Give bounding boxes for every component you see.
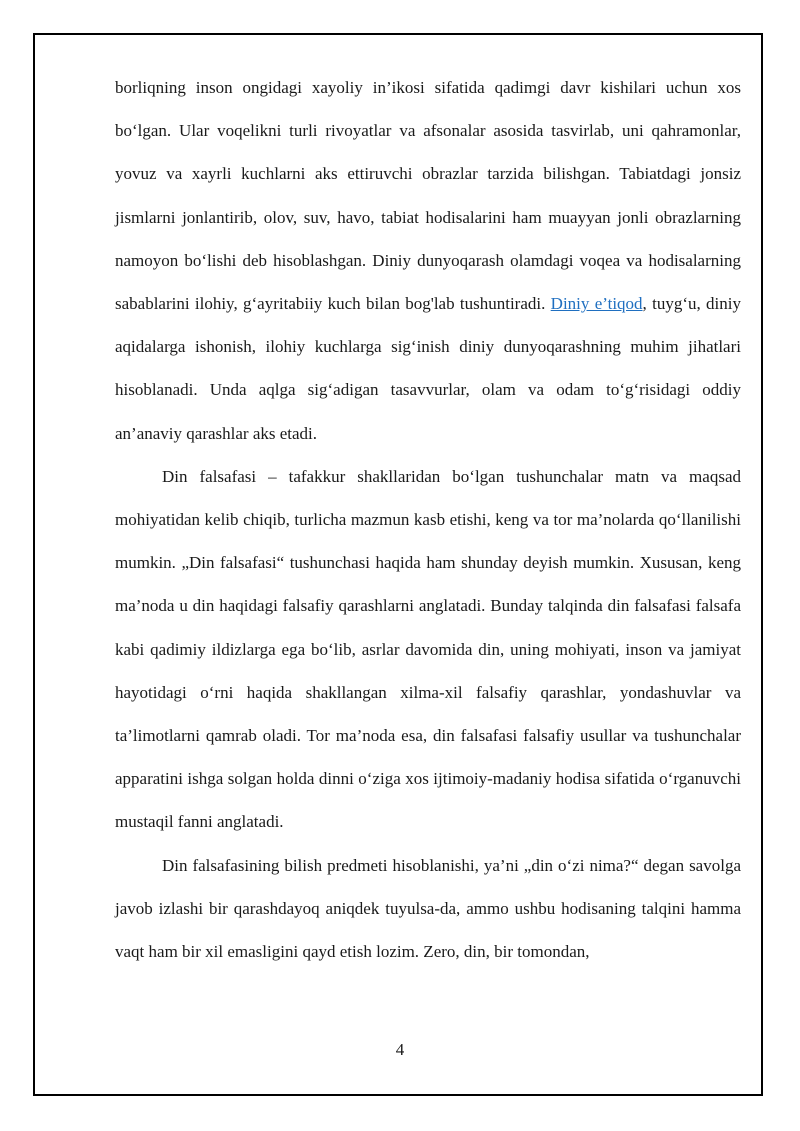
document-body — [115, 66, 741, 973]
paragraph-3: Din falsafasining bilish predmeti hisoblanishi, ya’ni „din o‘zi nima?“ degan savolga javob izlashi bir qarashdayoq aniqdek tuyulsa-da, ammo ushbu hodisaning talqini hamma vaqt ham bir xil emasligini qayd etish lozim. Zero, din, bir tomondan, — [115, 855, 741, 962]
paragraph-1-text-start: borliqning inson ongidagi xayoliy in’ikosi sifatida qadimgi davr kishilari uchun xos bo‘lgan. Ular voqelikni turli rivoyatlar va afsonalar asosida tasvirlab, uni qahramonlar, yovuz va xayrli kuchlarni aks ettiruvchi obrazlar tarzida bilishgan. Tabiatdagi jonsiz jismlarni jonlantirib, olov, suv, havo, tabiat hodisalarini ham muayyan jonli obrazlarning namoyon bo‘lishi deb hisoblashgan. Diniy dunyoqarash olamdagi voqea va hodisalarning sabablarini ilohiy, g‘ayritabiiy kuch bilan bog'lab tushuntiradi. — [115, 78, 741, 314]
paragraph-2: Din falsafasi – tafakkur shakllaridan bo‘lgan tushunchalar matn va maqsad mohiyatidan kelib chiqib, turlicha mazmun kasb etishi, keng va tor ma’nolarda qo‘llanilishi mumkin. „Din falsafasi“ tushunchasi haqida ham shunday deyish mumkin. Xususan, keng ma’noda u din haqidagi falsafiy qarashlarni anglatadi. Bunday talqinda din falsafasi falsafa kabi qadimiy ildizlarga ega bo‘lib, asrlar davomida din, uning mohiyati, inson va jamiyat hayotidagi o‘rni haqida shakllangan xilma-xil falsafiy qarashlar, yondashuvlar va ta’limotlarni qamrab oladi. Tor ma’noda esa, din falsafasi falsafiy usullar va tushunchalar apparatini ishga solgan holda dinni o‘ziga xos ijtimoiy-madaniy hodisa sifatida o‘rganuvchi mustaqil fanni anglatadi. — [115, 466, 741, 832]
page-number: 4 — [395, 1040, 405, 1059]
diniy-etiqod-link[interactable]: Diniy e’tiqod — [550, 294, 643, 314]
paragraph-1-text-end: , tuyg‘u, diniy aqidalarga ishonish, ilohiy kuchlarga sig‘inish diniy dunyoqarashning muhim jihatlari hisoblanadi. Unda aqlga sig‘adigan tasavvurlar, olam va odam to‘g‘risidagi oddiy an’anaviy qarashlar aks etadi. — [115, 294, 741, 443]
paragraph-1 — [115, 66, 741, 455]
